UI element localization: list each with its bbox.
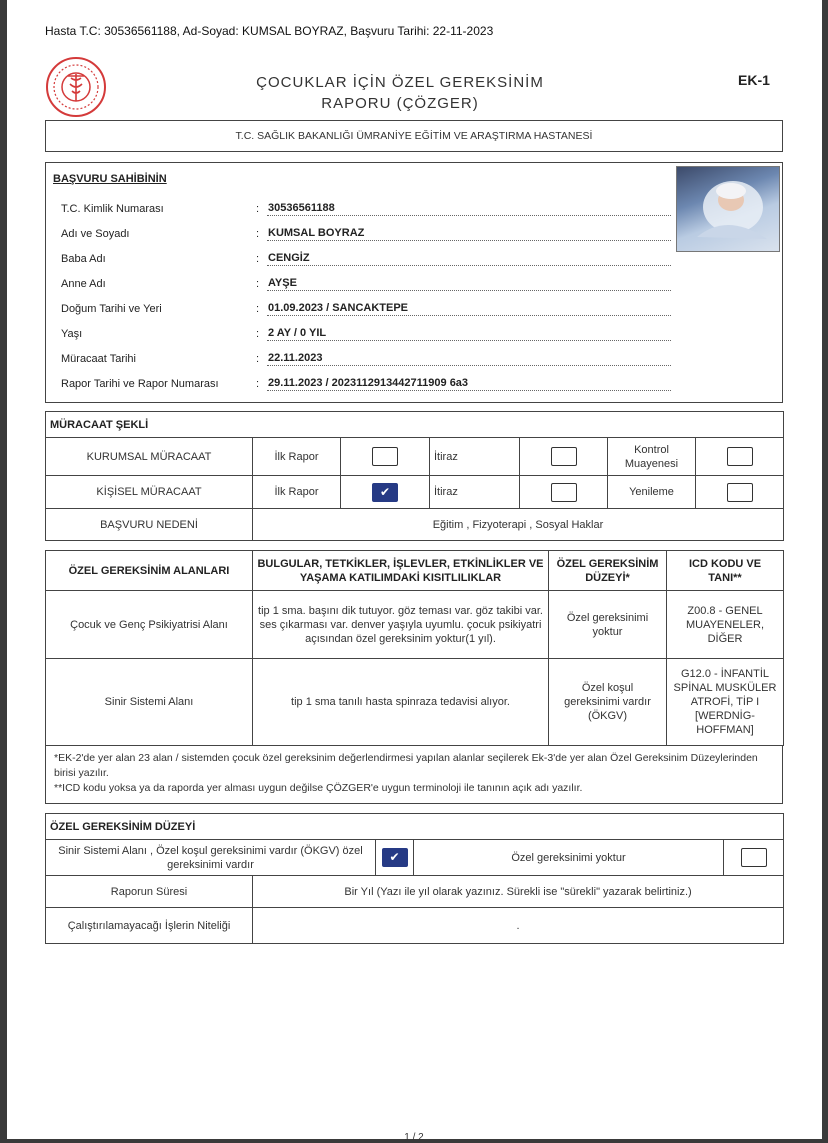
needs-header-icd: ICD KODU VE TANI** [667,551,784,591]
field-value: KUMSAL BOYRAZ [267,227,671,241]
personal-objection-cell [520,476,608,509]
personal-first-report-checkbox[interactable]: ✔ [372,483,398,502]
left-frame-edge [0,0,7,1143]
needs-row-level: Özel koşul gereksinimi vardır (ÖKGV) [549,659,667,746]
needs-row-icd: G12.0 - İNFANTİL SPİNAL MUSKÜLER ATROFİ, TİP I [WERDNİG-HOFFMAN] [667,659,784,746]
field-value: 30536561188 [267,202,671,216]
level-option-1-cell [376,840,414,876]
needs-row-area: Sinir Sistemi Alanı [46,659,253,746]
application-table [45,411,784,541]
renewal-cell [696,476,784,509]
field-colon: : [256,378,260,390]
field-label: Doğum Tarihi ve Yeri [61,303,162,315]
patient-photo [676,166,780,252]
field-colon: : [256,228,260,240]
field-value: 22.11.2023 [267,352,671,366]
field-label: Adı ve Soyadı [61,228,130,240]
field-label: Anne Adı [61,278,106,290]
personal-objection-checkbox[interactable] [551,483,577,502]
institutional-objection-cell [520,438,608,476]
level-option-2-cell [724,840,784,876]
field-colon: : [256,253,260,265]
needs-header-level: ÖZEL GEREKSİNİM DÜZEYİ* [549,551,667,591]
personal-application-label: KİŞİSEL MÜRACAAT [46,476,253,509]
footnote-2: **ICD kodu yoksa ya da raporda yer alması uygun değilse ÇÖZGER'e uygun terminoloji ile tanının açık adı yazılır. [54,782,583,794]
patient-header-line: Hasta T.C: 30536561188, Ad-Soyad: KUMSAL BOYRAZ, Başvuru Tarihi: 22-11-2023 [45,24,494,38]
form-code: EK-1 [738,72,770,88]
unable-work-value: . [253,908,784,944]
reason-label: BAŞVURU NEDENİ [46,509,253,541]
field-label: Yaşı [61,328,83,340]
field-value: 2 AY / 0 YIL [267,327,671,341]
field-anne-adi [61,275,671,293]
level-option-2-label: Özel gereksinimi yoktur [414,840,724,876]
needs-header-area: ÖZEL GEREKSİNİM ALANLARI [46,551,253,591]
field-rapor-tarihi [61,375,671,393]
field-ad-soyad [61,225,671,243]
level-option-1-checkbox[interactable]: ✔ [382,848,408,867]
ministry-logo-icon [44,57,108,117]
reason-value: Eğitim , Fizyoterapi , Sosyal Haklar [253,509,784,541]
unable-work-label: Çalıştırılamayacağı İşlerin Niteliği [46,908,253,944]
page-number: 1 / 2 [404,1132,424,1143]
level-option-2-checkbox[interactable] [741,848,767,867]
needs-row-area: Çocuk ve Genç Psikiyatrisi Alanı [46,591,253,659]
institutional-first-report-checkbox[interactable] [372,447,398,466]
level-option-1-label: Sinir Sistemi Alanı , Özel koşul gereksinimi vardır (ÖKGV) özel gereksinimi vardır [46,840,376,876]
level-section-title: ÖZEL GEREKSİNİM DÜZEYİ [46,814,784,840]
needs-row-icd: Z00.8 - GENEL MUAYENELER, DİĞER [667,591,784,659]
objection-label: İtiraz [430,476,520,509]
field-value: 29.11.2023 / 2023112913442711909 6a3 [267,377,671,391]
control-exam-checkbox[interactable] [727,447,753,466]
personal-first-report-cell [341,476,430,509]
institutional-first-report-cell [341,438,430,476]
applicant-section-title: BAŞVURU SAHİBİNİN [53,173,167,185]
institutional-application-label: KURUMSAL MÜRACAAT [46,438,253,476]
footnote-1: *EK-2'de yer alan 23 alan / sistemden çocuk özel gereksinim değerlendirmesi yapılan alanlar seçilerek Ek-3'de yer alan Özel Gereksinim Düzeylerinden birisi yazılır. [54,752,758,779]
field-label: Müracaat Tarihi [61,353,136,365]
needs-row-findings: tip 1 sma tanılı hasta spinraza tedavisi alıyor. [253,659,549,746]
field-label: Rapor Tarihi ve Rapor Numarası [61,378,219,390]
duration-label: Raporun Süresi [46,876,253,908]
level-table [45,813,784,944]
field-tc-kimlik [61,200,671,218]
needs-table [45,550,784,746]
right-frame-edge [822,0,828,1143]
renewal-checkbox[interactable] [727,483,753,502]
control-exam-label: Kontrol Muayenesi [608,438,696,476]
field-dogum [61,300,671,318]
field-label: T.C. Kimlik Numarası [61,203,164,215]
institutional-objection-checkbox[interactable] [551,447,577,466]
field-label: Baba Adı [61,253,106,265]
field-yasi [61,325,671,343]
document-title [200,72,600,114]
field-muracaat-tarihi [61,350,671,368]
hospital-name: T.C. SAĞLIK BAKANLIĞI ÜMRANİYE EĞİTİM VE ARAŞTIRMA HASTANESİ [45,120,783,152]
first-report-label: İlk Rapor [253,438,341,476]
field-value: CENGİZ [267,252,671,266]
first-report-label: İlk Rapor [253,476,341,509]
application-section-title: MÜRACAAT ŞEKLİ [46,412,784,438]
field-value: AYŞE [267,277,671,291]
objection-label: İtiraz [430,438,520,476]
title-line-1: ÇOCUKLAR İÇİN ÖZEL GEREKSİNİM [256,74,544,91]
duration-value: Bir Yıl (Yazı ile yıl olarak yazınız. Sürekli ise "sürekli" yazarak belirtiniz.) [253,876,784,908]
field-colon: : [256,303,260,315]
field-colon: : [256,203,260,215]
field-colon: : [256,278,260,290]
field-baba-adi [61,250,671,268]
needs-header-findings: BULGULAR, TETKİKLER, İŞLEVLER, ETKİNLİKLER VE YAŞAMA KATILIMDAKİ KISITLILIKLAR [253,551,549,591]
renewal-label: Yenileme [608,476,696,509]
field-value: 01.09.2023 / SANCAKTEPE [267,302,671,316]
field-colon: : [256,353,260,365]
needs-row-level: Özel gereksinimi yoktur [549,591,667,659]
needs-row-findings: tip 1 sma. başını dik tutuyor. göz teması var. göz takibi var. ses çıkarması var. denver yaşıyla uyumlu. çocuk psikiyatri açısından özel gereksinim yoktur(1 yıl). [253,591,549,659]
title-line-2: RAPORU (ÇÖZGER) [321,95,479,112]
field-colon: : [256,328,260,340]
control-exam-cell [696,438,784,476]
applicant-section [45,162,783,403]
footnotes [45,745,783,804]
